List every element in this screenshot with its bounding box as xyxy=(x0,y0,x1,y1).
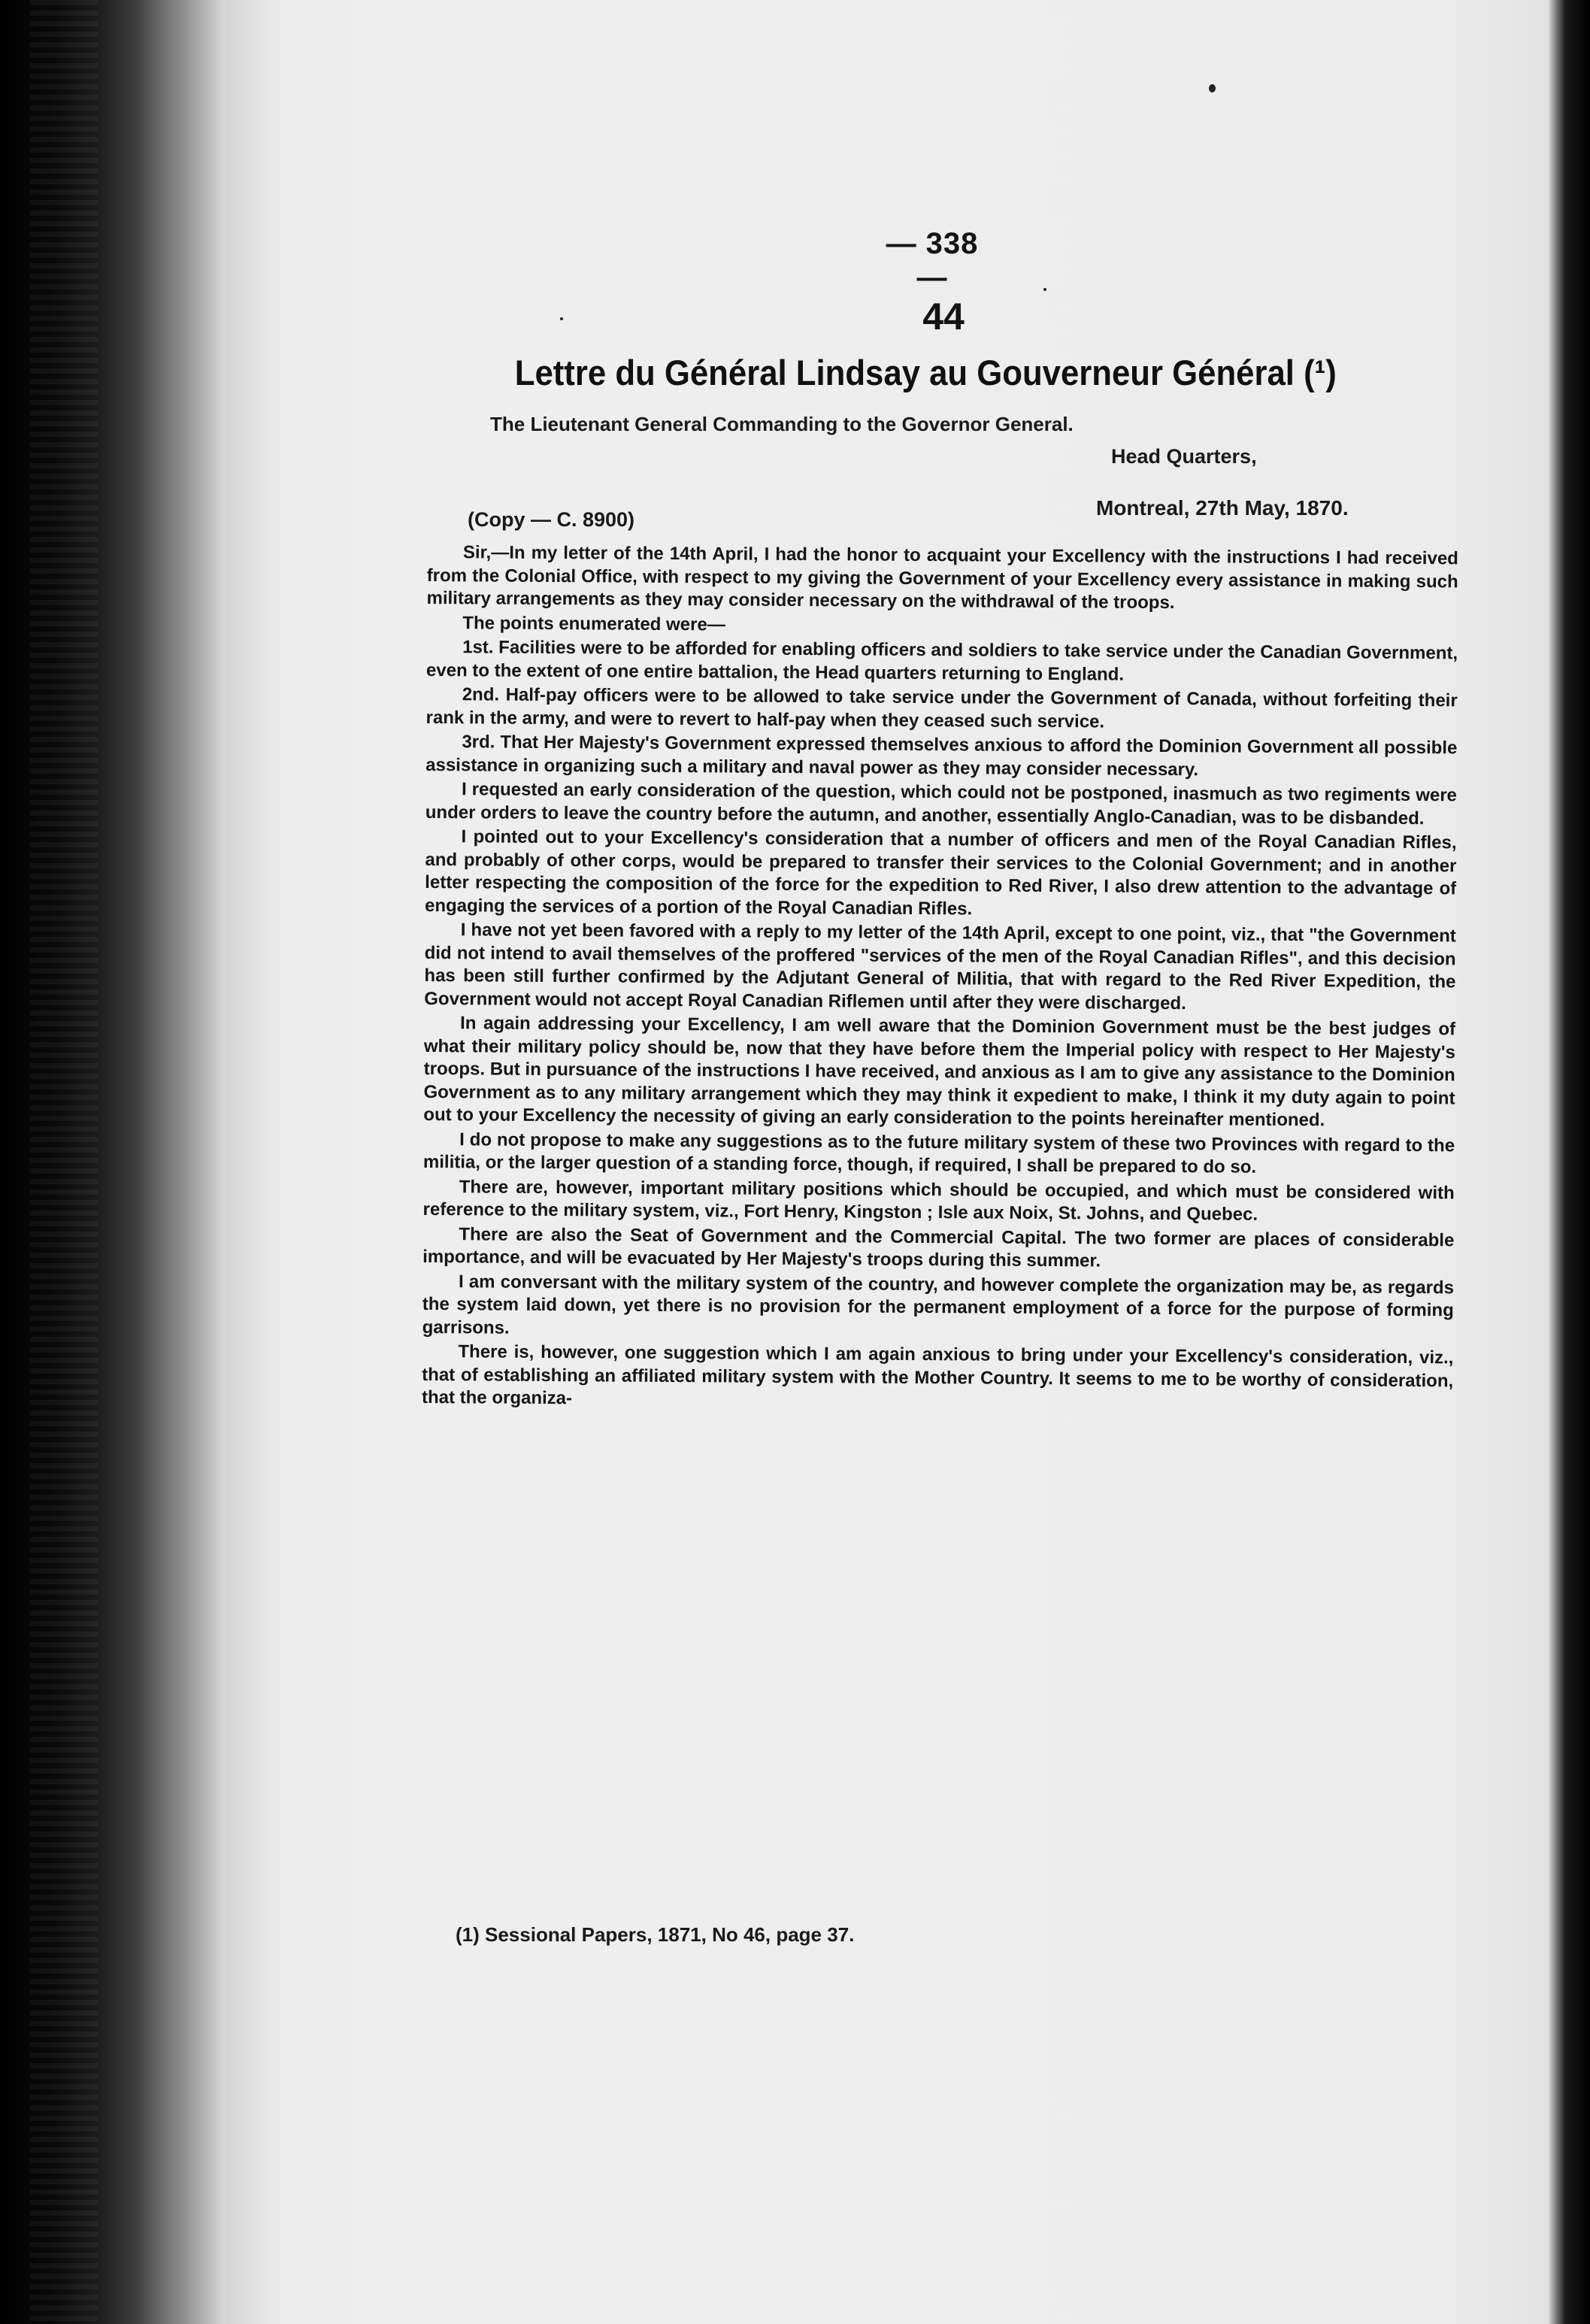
ink-speck xyxy=(1043,288,1046,291)
body-paragraph: In again addressing your Excellency, I am well aware that the Dominion Government must be the best judges of what their military policy should be, now that they have before them the Imperial policy with respect to Her Majesty's troops. But in pursuance of the instructions I have received, and anxious as I am to give any assistance to the Dominion Government as to any military arrangement which they may think it expedient to make, I think it my duty again to point out to your Excellency the necessity of giving an early consideration to the points hereinafter mentioned. xyxy=(423,1013,1456,1131)
document-number: 44 xyxy=(922,295,965,338)
body-paragraph: I am conversant with the military system of the country, and however complete the organization may be, as regards the system laid down, yet there is no provision for the permanent employment of a force for the purpose of forming garrisons. xyxy=(422,1271,1455,1338)
body-paragraph: Sir,—In my letter of the 14th April, I had the honor to acquaint your Excellency with the instructions I had received from the Colonial Office, with respect to my giving the Government of your Excellency every assistance in making such military arrangements as they may consider necessary on the withdrawal of the troops. xyxy=(426,542,1458,614)
ink-speck xyxy=(560,317,563,320)
book-binding-edge xyxy=(0,0,226,2324)
body-paragraph: The points enumerated were— xyxy=(462,612,725,635)
letter-body xyxy=(419,541,1458,1916)
copy-reference: (Copy — C. 8900) xyxy=(468,508,635,531)
right-scan-edge xyxy=(1549,0,1590,2324)
document-subtitle: The Lieutenant General Commanding to the Governor General. xyxy=(490,413,1074,435)
page-number: — 338 — xyxy=(886,227,979,294)
ink-speck xyxy=(1209,84,1216,92)
body-paragraph: I do not propose to make any suggestions as to the future military system of these two Provinces with regard to the militia, or the larger question of a standing force, though, if required, I shall be prepared to do so. xyxy=(422,1129,1455,1177)
document-title: Lettre du Général Lindsay au Gouverneur Général (¹) xyxy=(514,353,1337,392)
body-paragraph: 2nd. Half-pay officers were to be allowed to take service under the Government of Canada, without forfeiting their rank in the army, and were to revert to half-pay when they ceased such service. xyxy=(426,684,1458,732)
body-paragraph: There are, however, important military positions which should be occupied, and which must be considered with reference to the military system, viz., Fort Henry, Kingston ; Isle aux Noix, St. Johns, and Quebec. xyxy=(422,1176,1455,1225)
footnote: (1) Sessional Papers, 1871, No 46, page 37. xyxy=(456,1923,855,1946)
body-paragraph: There is, however, one suggestion which I am again anxious to bring under your Excellency's consideration, viz., that of establishing an affiliated military system with the Mother Country. It seems to me to be worthy of consideration, that the organiza- xyxy=(421,1341,1454,1409)
body-paragraph: 1st. Facilities were to be afforded for enabling officers and soldiers to take service under the Canadian Government, even to the extent of one entire battalion, the Head quarters returning to England. xyxy=(426,637,1458,685)
body-paragraph: I pointed out to your Excellency's consideration that a number of officers and men of the Royal Canadian Rifles, and probably of other corps, would be prepared to transfer their services to the Colonial Government; and in another letter respecting the composition of the force for the expedition to Red River, I also drew attention to the advantage of engaging the services of a portion of the Royal Canadian Rifles. xyxy=(424,826,1457,919)
body-paragraph: There are also the Seat of Government and the Commercial Capital. The two former are places of considerable importance, and will be evacuated by Her Majesty's troops during this summer. xyxy=(422,1223,1455,1271)
letter-location: Head Quarters, xyxy=(1111,445,1257,468)
letter-date: Montreal, 27th May, 1870. xyxy=(1096,496,1349,520)
body-paragraph: 3rd. That Her Majesty's Government expressed themselves anxious to afford the Dominion Government all possible assistance in organizing such a military and naval power as they may consider necessary. xyxy=(426,732,1458,780)
body-paragraph: I requested an early consideration of the question, which could not be postponed, inasmuch as two regiments were under orders to leave the country before the autumn, and another, essentially Anglo-Canadian, was to be disbanded. xyxy=(425,779,1458,829)
body-paragraph: I have not yet been favored with a reply to my letter of the 14th April, except to one point, viz., that "the Government did not intend to avail themselves of the proffered "services of the men of the Royal Canadian Rifles", and this decision has been still further confirmed by the Adjutant General of Militia, that with regard to the Red River Expedition, the Government would not accept Royal Canadian Riflemen until after they were discharged. xyxy=(424,920,1456,1014)
